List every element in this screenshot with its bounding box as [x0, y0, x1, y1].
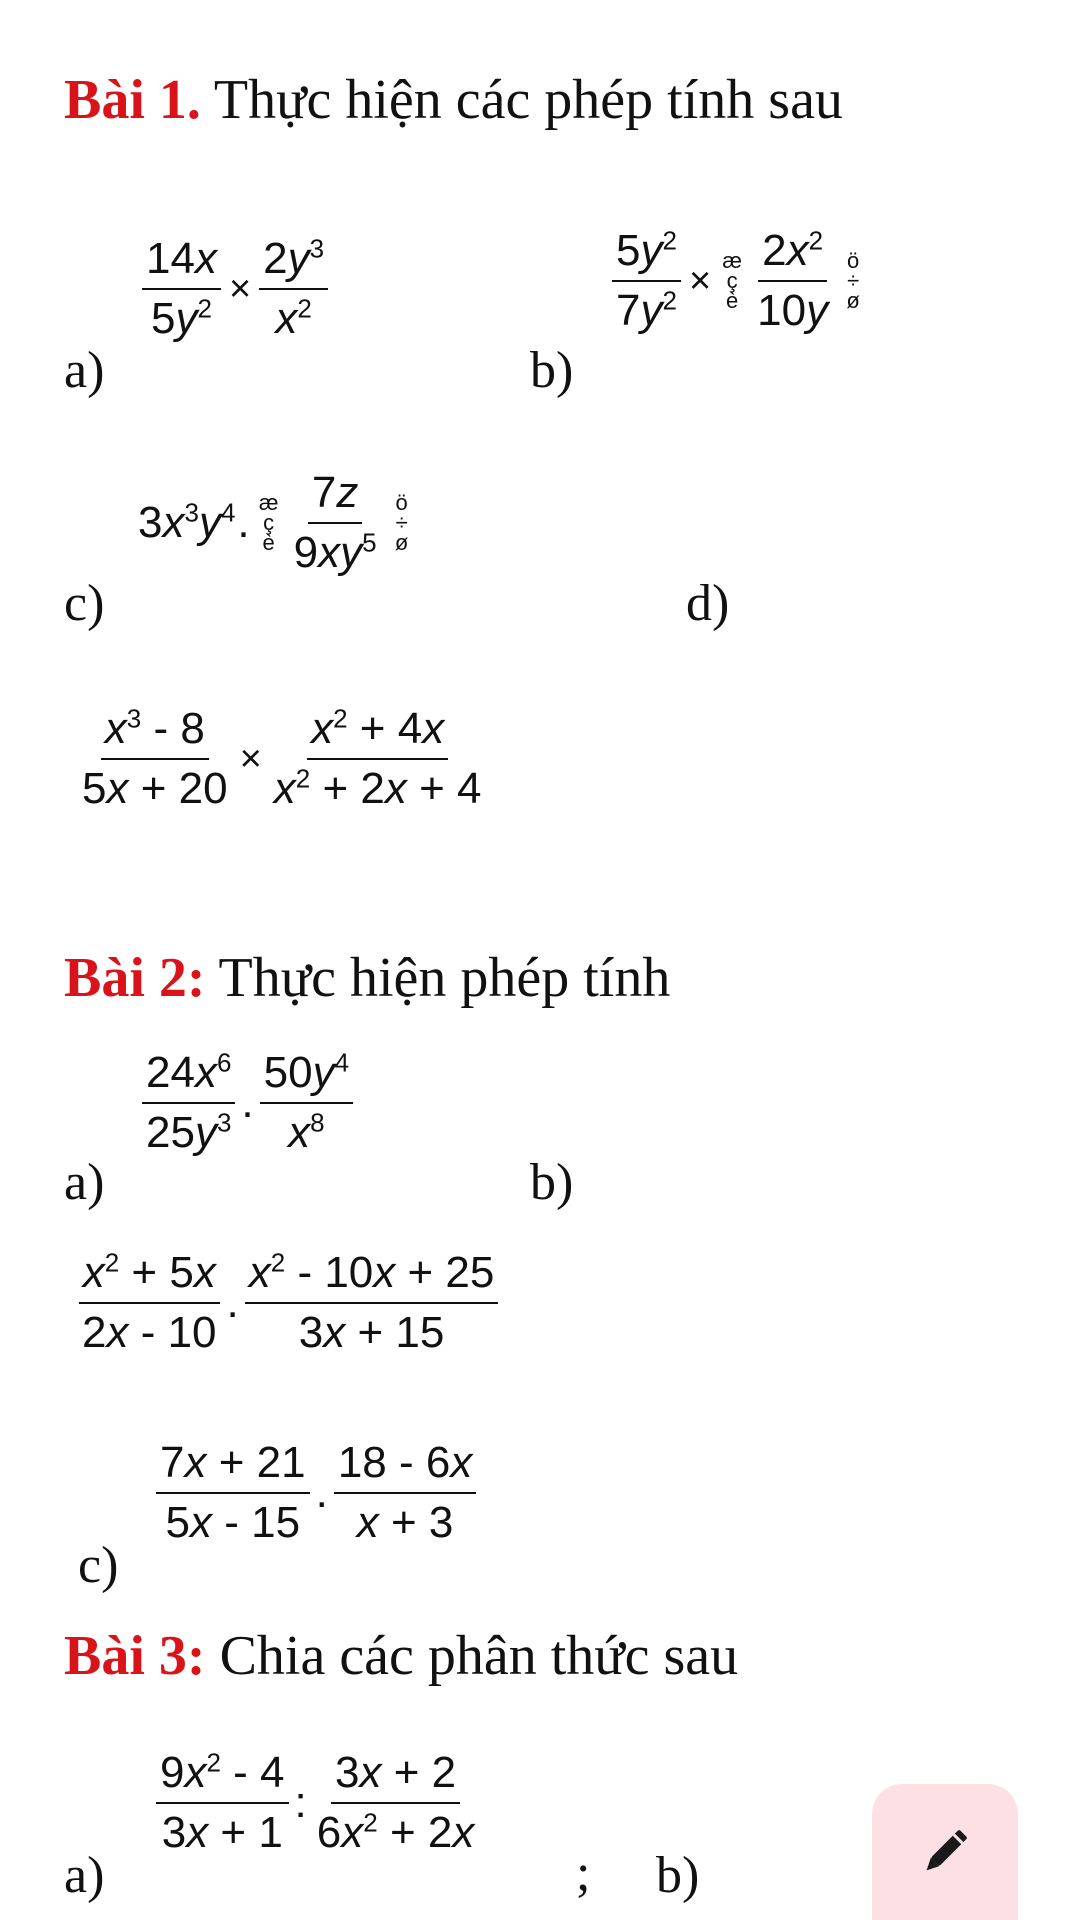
math-expression: $3x^3y^4$ . æ ç è $\frac{7z}{9xy^5}$ ö ÷ ø — [138, 470, 419, 576]
label-a: a) — [64, 342, 105, 399]
math-expression: $\frac{14x}{5y^2}$ × $\frac{2y^3}{x^2}$ — [138, 236, 332, 342]
broken-glyph-icon: æ ç è — [722, 248, 742, 314]
section-heading-bai-3 — [64, 1625, 739, 1687]
label-a: a) — [64, 1847, 105, 1904]
math-expression: $\frac{x^2 + 5x}{2x - 10}$ . $\frac{x^2 - 10x + 25}{3x + 15}$ — [74, 1250, 502, 1356]
section-number: Bài 2: — [64, 947, 206, 1009]
label-d: d) — [686, 575, 730, 632]
section-heading-bai-2 — [64, 947, 671, 1009]
label-b: b) — [656, 1847, 700, 1904]
edit-fab-button[interactable] — [872, 1784, 1018, 1920]
section-title: Thực hiện phép tính — [205, 947, 671, 1009]
math-expression: $\frac{5y^2}{7y^2}$ × æ ç è $\frac{2x^2}{10y}$ ö ÷ ø — [608, 228, 870, 334]
math-expression: $\frac{9x^2 - 4}{3x + 1}$ : $\frac{3x + 2}{6x^2 + 2x}$ — [152, 1750, 482, 1856]
label-c: c) — [64, 575, 105, 632]
section-heading-bai-1 — [64, 69, 843, 131]
label-b: b) — [530, 342, 574, 399]
label-a: a) — [64, 1154, 105, 1211]
math-expression: $\frac{7x + 21}{5x - 15}$ . $\frac{18 - 6x}{x + 3}$ — [152, 1440, 480, 1546]
label-c: c) — [78, 1537, 119, 1594]
broken-glyph-icon: ö ÷ ø — [394, 490, 409, 556]
section-number: Bài 3: — [64, 1625, 206, 1687]
label-b: b) — [530, 1154, 574, 1211]
pencil-icon — [915, 1822, 975, 1882]
broken-glyph-icon: æ ç è — [258, 490, 279, 556]
section-title: Chia các phân thức sau — [205, 1625, 739, 1687]
math-expression: $\frac{x^3 - 8}{5x + 20}$ × $\frac{x^2 + 4x}{x^2 + 2x + 4}$ — [82, 703, 482, 814]
separator: ; — [576, 1845, 591, 1902]
section-title: Thực hiện các phép tính sau — [200, 69, 843, 131]
broken-glyph-icon: ö ÷ ø — [846, 248, 860, 314]
math-expression: $\frac{24x^6}{25y^3}$ . $\frac{50y^4}{x^8}$ — [138, 1050, 357, 1156]
section-number: Bài 1. — [64, 69, 201, 131]
